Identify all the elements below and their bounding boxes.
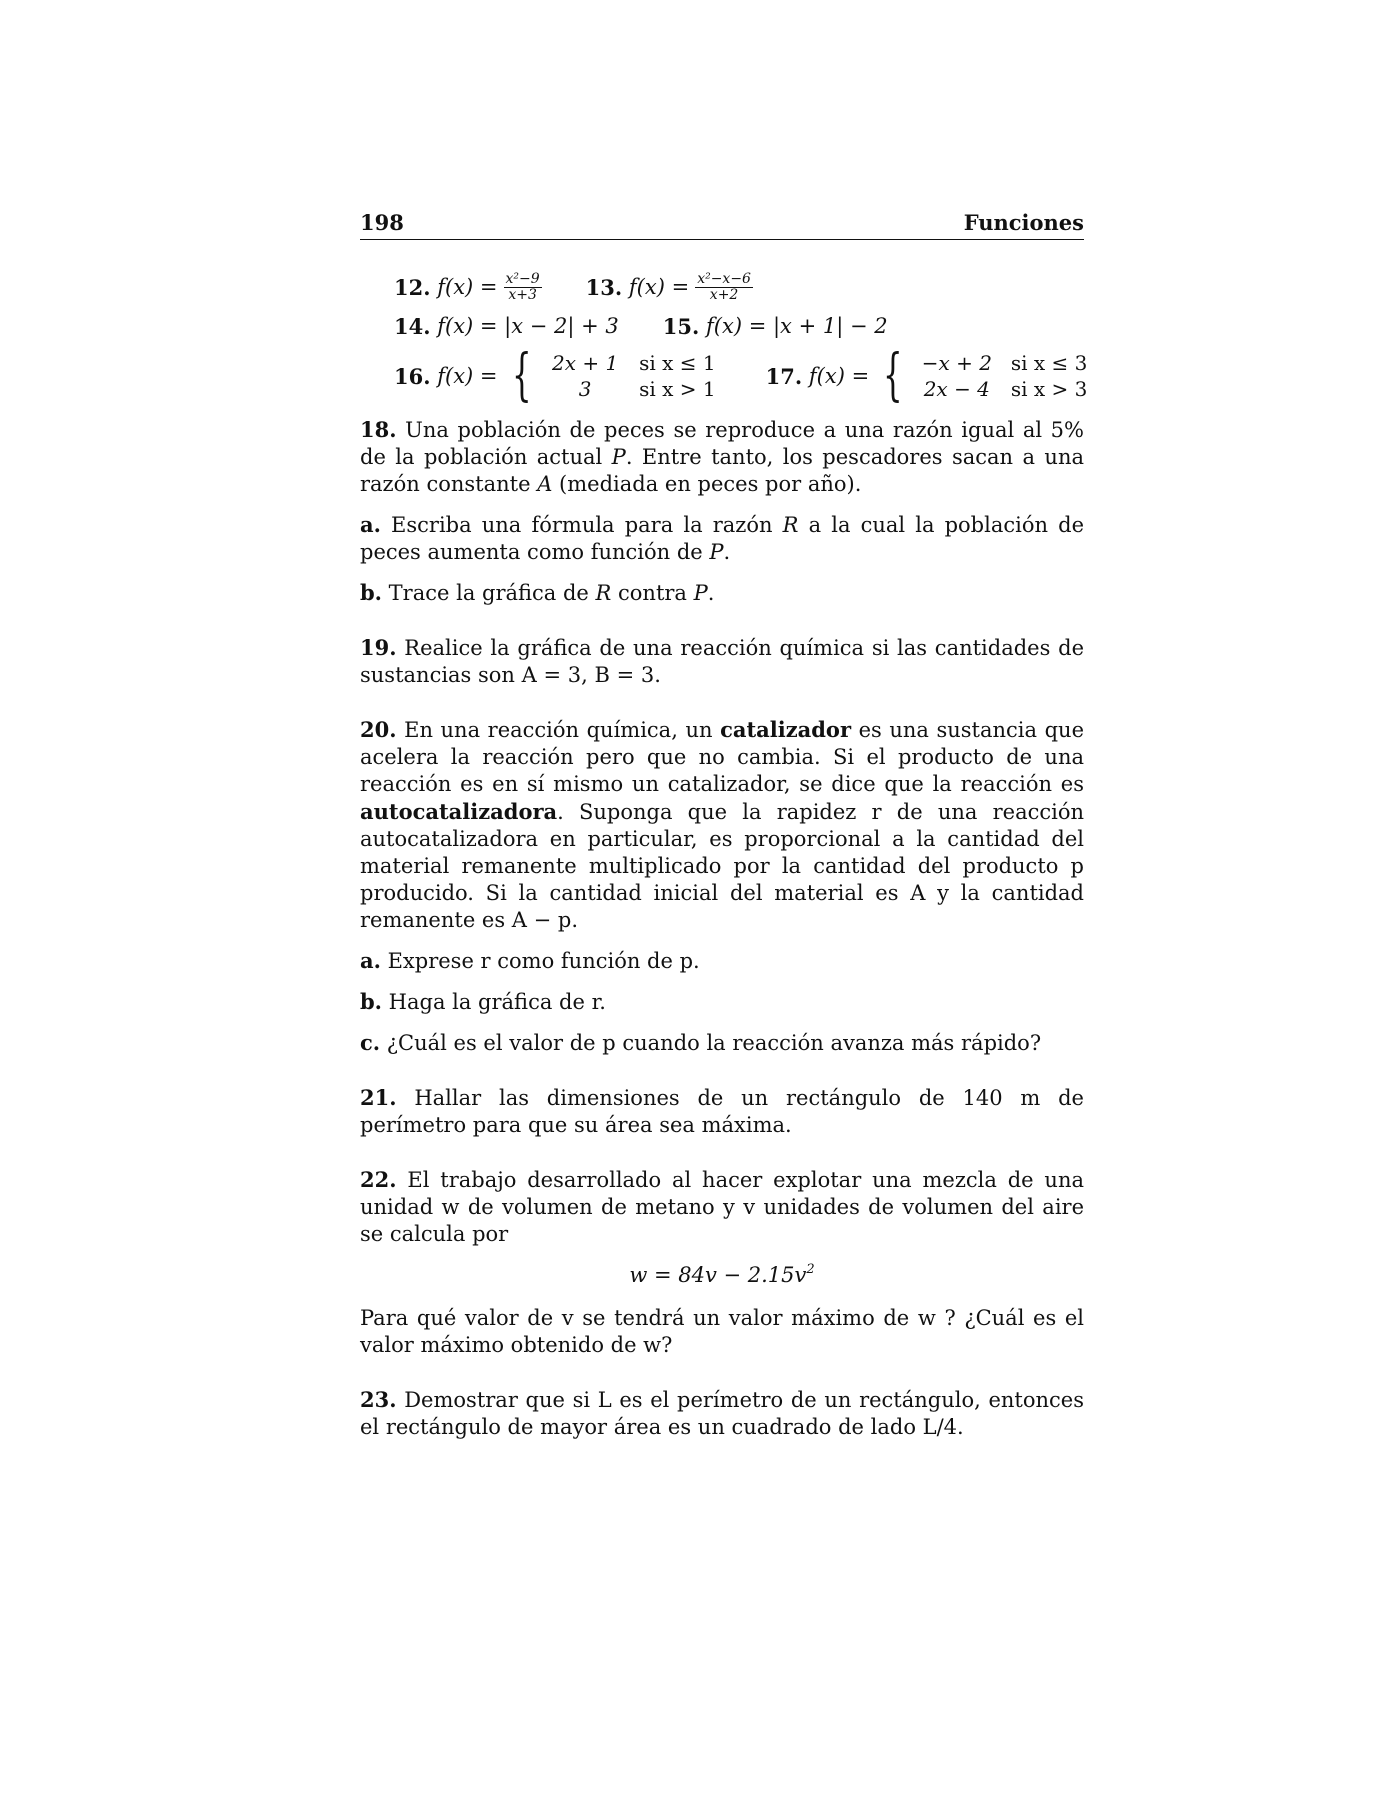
exercise-row-14-15 xyxy=(394,313,1084,340)
problem-21: 21. Hallar las dimensiones de un rectángulo de 140 m de perímetro para que su área sea máxima. xyxy=(360,1085,1084,1137)
piecewise-cases: −x + 2 si x ≤ 3 2x − 4 si x > 3 xyxy=(921,351,1088,401)
exercise-15: 15. f(x) = |x + 1| − 2 xyxy=(662,314,888,339)
problem-20: 20. En una reacción química, un catalizador es una sustancia que acelera la reacción pero que no cambia. Si el producto de una reacción es en sí mismo un catalizador, se dice que la reacción es autocatalizadora. Suponga que la rapidez r de una reacción autocatalizadora en particular, es proporcional a la cantidad del material remanente multiplicado por la cantidad del producto p producido. Si la cantidad inicial del material es A y la cantidad remanente es A − p. xyxy=(360,717,1084,932)
exercise-13: 13. f(x) = $\frac{\text{x²−x−6}}{x+2}$ xyxy=(585,271,751,303)
exercise-row-16-17 xyxy=(394,343,1088,408)
problem-20b: b. Haga la gráfica de r. xyxy=(360,989,606,1014)
problem-20a: a. Exprese r como función de p. xyxy=(360,948,700,973)
problem-20c: c. ¿Cuál es el valor de p cuando la reacción avanza más rápido? xyxy=(360,1030,1042,1055)
fraction: $\frac{\text{x²−9}}{x+3}$ xyxy=(505,271,540,303)
problem-18a: a. Escriba una fórmula para la razón R a la cual la población de peces aumenta como función de P. xyxy=(360,512,1084,564)
chapter-title: Funciones xyxy=(963,210,1084,235)
equation-work: $w = 84v - 2.15v^2$ xyxy=(629,1262,815,1287)
exercise-16: 16. f(x) = { 2x + 1 si x ≤ 1 3 si x > 1 xyxy=(394,343,716,408)
problem-23: 23. Demostrar que si L es el perímetro de un rectángulo, entonces el rectángulo de mayor área es un cuadrado de lado L/4. xyxy=(360,1387,1084,1439)
problem-22: 22. El trabajo desarrollado al hacer explotar una mezcla de una unidad w de volumen de metano y v unidades de volumen del aire se calcula por xyxy=(360,1167,1084,1246)
page-number: 198 xyxy=(360,210,404,235)
exercise-12: 12. f(x) = $\frac{\text{x²−9}}{x+3}$ xyxy=(394,271,540,303)
page-header xyxy=(360,210,1084,240)
problem-18: 18. Una población de peces se reproduce a una razón igual al 5% de la población actual P. Entre tanto, los pescadores sacan a una razón constante A (mediada en peces por año). xyxy=(360,417,1084,496)
left-brace: { xyxy=(511,343,532,408)
piecewise-cases: 2x + 1 si x ≤ 1 3 si x > 1 xyxy=(552,351,716,401)
document-page xyxy=(360,0,1088,1800)
problem-18b: b. Trace la gráfica de R contra P. xyxy=(360,580,715,605)
exercise-14: 14. f(x) = |x − 2| + 3 xyxy=(394,314,619,339)
fraction: $\frac{\text{x²−x−6}}{x+2}$ xyxy=(697,271,751,303)
left-brace: { xyxy=(883,343,903,408)
exercise-17: 17. f(x) = { −x + 2 si x ≤ 3 2x − 4 si x > 3 xyxy=(765,343,1088,408)
exercise-row-12-13 xyxy=(394,272,1084,303)
problem-19: 19. Realice la gráfica de una reacción química si las cantidades de sustancias son A = 3, B = 3. xyxy=(360,635,1084,687)
problem-22-question: Para qué valor de v se tendrá un valor máximo de w ? ¿Cuál es el valor máximo obtenido de w? xyxy=(360,1306,1084,1357)
page-content xyxy=(360,271,1088,1454)
